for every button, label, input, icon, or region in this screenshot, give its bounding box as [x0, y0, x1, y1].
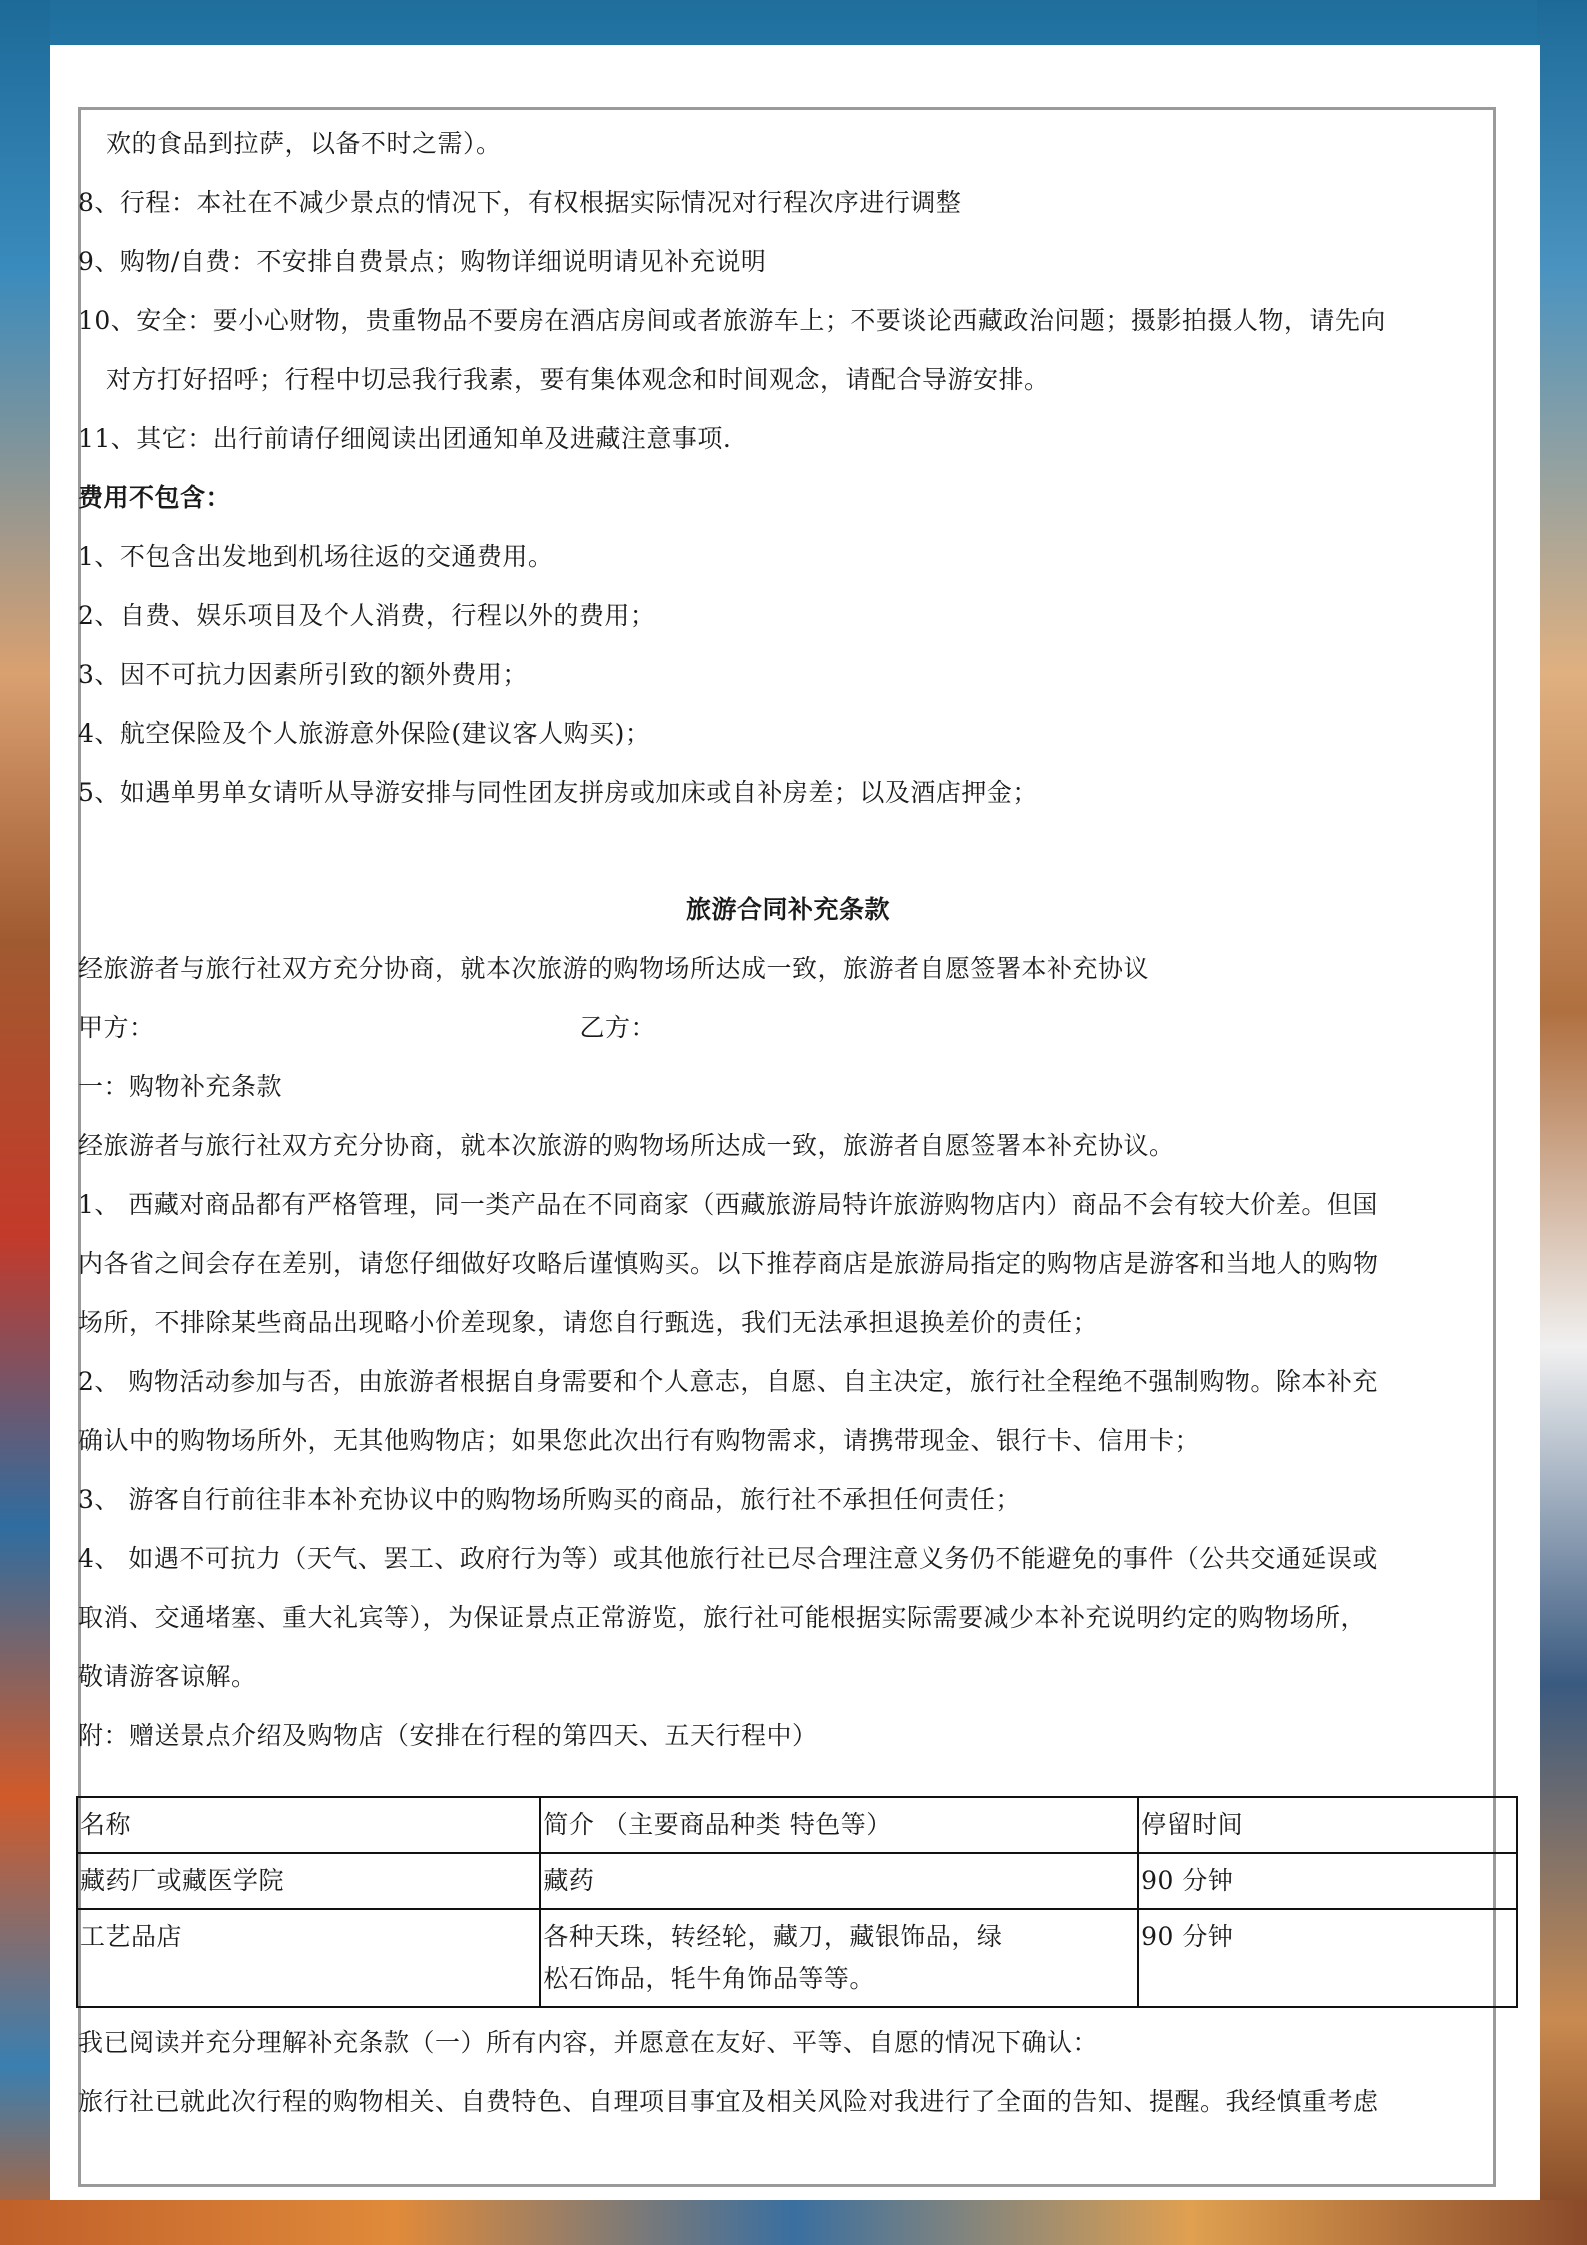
notes-line: 9、购物/自费：不安排自费景点；购物详细说明请见补充说明 [78, 247, 767, 276]
table-row [77, 1853, 1517, 1909]
shop-desc-line: 松石饰品，牦牛角饰品等等。 [543, 1964, 875, 1993]
section-one-heading: 一：购物补充条款 [78, 1072, 283, 1101]
background-left-photo [0, 0, 50, 2245]
excluded-item: 2、自费、娱乐项目及个人消费，行程以外的费用； [78, 601, 656, 630]
excluded-item: 4、航空保险及个人旅游意外保险(建议客人购买)； [78, 719, 651, 748]
notes-line: 10、安全：要小心财物，贵重物品不要房在酒店房间或者旅游车上；不要谈论西藏政治问题；摄影拍摄人物，请先向 [78, 306, 1386, 335]
excluded-item: 3、因不可抗力因素所引致的额外费用； [78, 660, 528, 689]
excluded-item: 5、如遇单男单女请听从导游安排与同性团友拼房或加床或自补房差；以及酒店押金； [78, 778, 1038, 807]
shop-name: 藏药厂或藏医学院 [77, 1853, 540, 1909]
supplement-intro: 经旅游者与旅行社双方充分协商，就本次旅游的购物场所达成一致，旅游者自愿签署本补充协议 [78, 954, 1150, 983]
table-header-cell: 名称 [77, 1797, 540, 1853]
shop-desc: 藏药 [540, 1853, 1138, 1909]
clause-line: 内各省之间会存在差别，请您仔细做好攻略后谨慎购买。以下推荐商店是旅游局指定的购物店是游客和当地人的购物 [78, 1249, 1379, 1278]
table-row [77, 1909, 1517, 2007]
stay-time: 90 分钟 [1138, 1909, 1517, 2007]
supplement-title: 旅游合同补充条款 [685, 895, 890, 924]
parties-row [78, 1007, 1498, 1066]
shop-desc-line: 各种天珠，转经轮，藏刀，藏银饰品，绿 [543, 1922, 1003, 1951]
party-a-label: 甲方： [78, 1013, 155, 1042]
table-header-cell: 停留时间 [1138, 1797, 1517, 1853]
confirm-line: 我已阅读并充分理解补充条款（一）所有内容，并愿意在友好、平等、自愿的情况下确认： [78, 2028, 1099, 2057]
clause-line: 1、 西藏对商品都有严格管理，同一类产品在不同商家（西藏旅游局特许旅游购物店内）商品不会有较大价差。但国 [78, 1190, 1378, 1219]
document-content [78, 123, 1498, 2140]
stay-time: 90 分钟 [1138, 1853, 1517, 1909]
clause-line: 场所，不排除某些商品出现略小价差现象，请您自行甄选，我们无法承担退换差价的责任； [78, 1308, 1099, 1337]
clause-line: 4、 如遇不可抗力（天气、罢工、政府行为等）或其他旅行社已尽合理注意义务仍不能避免的事件（公共交通延误或 [78, 1544, 1378, 1573]
shop-desc [540, 1909, 1138, 2007]
confirm-line: 旅行社已就此次行程的购物相关、自费特色、自理项目事宜及相关风险对我进行了全面的告知、提醒。我经慎重考虑 [78, 2087, 1379, 2116]
table-header-row [77, 1797, 1517, 1853]
party-b-label: 乙方： [579, 1013, 657, 1042]
supplement-intro-2: 经旅游者与旅行社双方充分协商，就本次旅游的购物场所达成一致，旅游者自愿签署本补充协议。 [78, 1131, 1175, 1160]
background-bottom-photo [0, 2200, 1587, 2245]
notes-line: 欢的食品到拉萨，以备不时之需）。 [106, 129, 502, 158]
notes-line: 11、其它：出行前请仔细阅读出团通知单及进藏注意事项. [78, 424, 732, 453]
shop-name: 工艺品店 [77, 1909, 540, 2007]
notes-line: 对方打好招呼；行程中切忌我行我素，要有集体观念和时间观念，请配合导游安排。 [106, 365, 1050, 394]
clause-line: 3、 游客自行前往非本补充协议中的购物场所购买的商品，旅行社不承担任何责任； [78, 1485, 1021, 1514]
table-header-cell: 简介 （主要商品种类 特色等） [540, 1797, 1138, 1853]
clause-line: 敬请游客谅解。 [78, 1662, 257, 1691]
clause-line: 取消、交通堵塞、重大礼宾等），为保证景点正常游览，旅行社可能根据实际需要减少本补充说明约定的购物场所， [78, 1603, 1367, 1632]
background-right-photo [1537, 0, 1587, 2245]
notes-line: 8、行程：本社在不减少景点的情况下，有权根据实际情况对行程次序进行调整 [78, 188, 962, 217]
attachment-note: 附：赠送景点介绍及购物店（安排在行程的第四天、五天行程中） [78, 1721, 818, 1750]
excluded-item: 1、不包含出发地到机场往返的交通费用。 [78, 542, 554, 571]
excluded-heading: 费用不包含： [78, 483, 232, 512]
clause-line: 2、 购物活动参加与否，由旅游者根据自身需要和个人意志，自愿、自主决定，旅行社全程绝不强制购物。除本补充 [78, 1367, 1378, 1396]
clause-line: 确认中的购物场所外，无其他购物店；如果您此次出行有购物需求，请携带现金、银行卡、信用卡； [78, 1426, 1201, 1455]
spacer [78, 831, 1498, 889]
shopping-table [76, 1796, 1518, 2008]
